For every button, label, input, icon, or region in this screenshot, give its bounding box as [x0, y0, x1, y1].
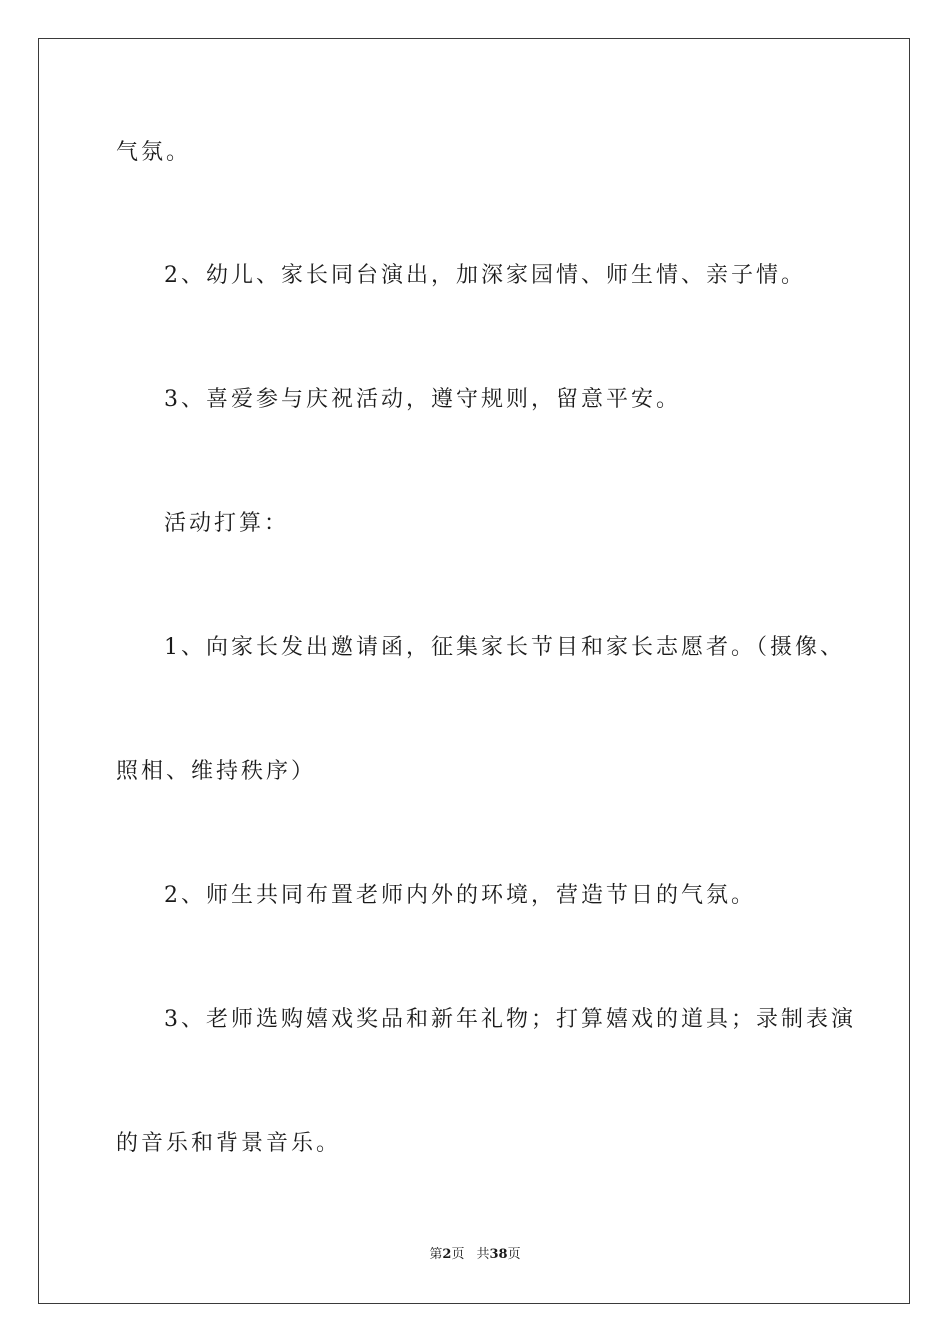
paragraph-line: 照相、维持秩序） — [116, 759, 317, 784]
total-pages: 38 — [489, 1247, 508, 1262]
paragraph-line: 的音乐和背景音乐。 — [116, 1131, 342, 1156]
page-border — [38, 38, 910, 1304]
paragraph-line: 气氛。 — [116, 140, 192, 165]
paragraph-line: 2、师生共同布置老师内外的环境，营造节日的气氛。 — [164, 883, 756, 908]
paragraph-line: 1、向家长发出邀请函，征集家长节目和家长志愿者。（摄像、 — [164, 635, 845, 660]
paragraph-line: 2、幼儿、家长同台演出，加深家园情、师生情、亲子情。 — [164, 263, 806, 288]
page-suffix: 页 — [451, 1247, 465, 1262]
paragraph-line: 3、老师选购嬉戏奖品和新年礼物；打算嬉戏的道具；录制表演 — [164, 1007, 856, 1032]
paragraph-line: 3、喜爱参与庆祝活动，遵守规则，留意平安。 — [164, 387, 681, 412]
total-suffix: 页 — [507, 1247, 521, 1262]
total-prefix: 共 — [476, 1247, 490, 1262]
page-number: 2 — [442, 1247, 452, 1262]
page-prefix: 第 — [429, 1247, 443, 1262]
section-heading: 活动打算： — [164, 511, 290, 536]
page-footer — [0, 1246, 950, 1264]
